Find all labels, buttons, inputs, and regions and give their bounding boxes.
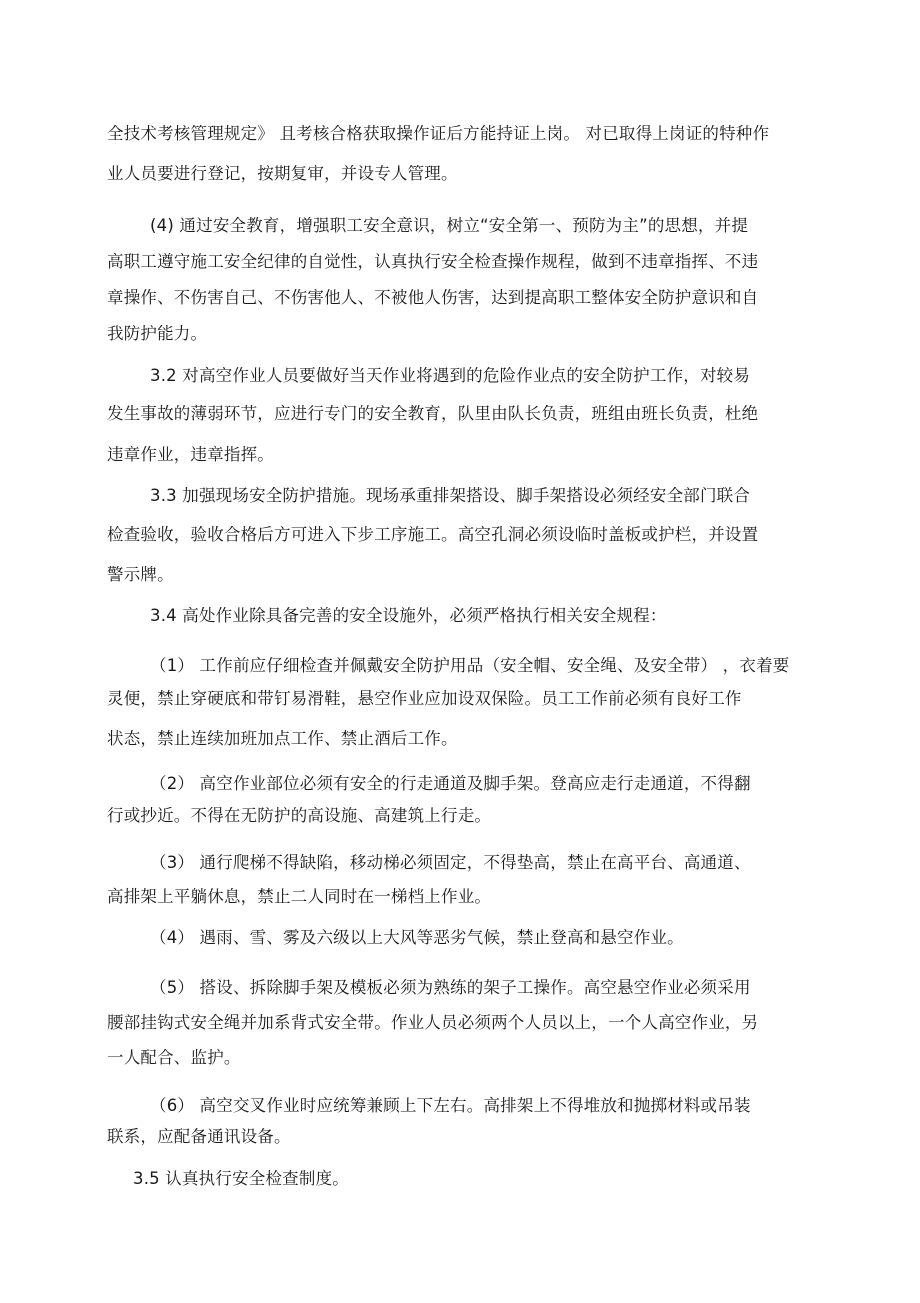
text-line: 检查验收，验收合格后方可进入下步工序施工。高空孔洞必须设临时盖板或护栏，并设置: [107, 525, 759, 544]
text-line: 我防护能力。: [107, 324, 208, 343]
text-line: （4） 遇雨、雪、雾及六级以上大风等恶劣气候，禁止登高和悬空作业。: [150, 928, 684, 947]
text-line: 发生事故的薄弱环节，应进行专门的安全教育，队里由队长负责，班组由班长负责，杜绝: [107, 404, 759, 423]
text-line: 章操作、不伤害自己、不伤害他人、不被他人伤害，达到提高职工整体安全防护意识和自: [107, 288, 759, 307]
text-line: （3） 通行爬梯不得缺陷，移动梯必须固定，不得垫高，禁止在高平台、高通道、: [150, 853, 751, 872]
text-line: 3.4 高处作业除具备完善的安全设施外，必须严格执行相关安全规程：: [150, 606, 667, 625]
text-line: 状态，禁止连续加班加点工作、禁止酒后工作。: [107, 729, 458, 748]
text-line: 灵便，禁止穿硬底和带钉易滑鞋，悬空作业应加设双保险。员工工作前必须有良好工作: [107, 689, 742, 708]
text-line: 行或抄近。不得在无防护的高设施、高建筑上行走。: [107, 806, 492, 825]
text-line: （6） 高空交叉作业时应统筹兼顾上下左右。高排架上不得堆放和抛掷材料或吊装: [150, 1096, 751, 1115]
text-line: 警示牌。: [107, 565, 174, 584]
text-line: 违章作业，违章指挥。: [107, 445, 274, 464]
text-line: 3.3 加强现场安全防护措施。现场承重排架搭设、脚手架搭设必须经安全部门联合: [150, 486, 751, 505]
text-line: 3.2 对高空作业人员要做好当天作业将遇到的危险作业点的安全防护工作，对较易: [150, 366, 751, 385]
text-line: 联系，应配备通讯设备。: [107, 1127, 291, 1146]
text-line: 高职工遵守施工安全纪律的自觉性，认真执行安全检查操作规程，做到不违章指挥、不违: [107, 252, 759, 271]
text-line: 腰部挂钩式安全绳并加系背式安全带。作业人员必须两个人员以上，一个人高空作业，另: [107, 1013, 759, 1032]
text-line: 3.5 认真执行安全检查制度。: [133, 1169, 349, 1188]
text-line: 全技术考核管理规定》 且考核合格获取操作证后方能持证上岗。 对已取得上岗证的特种作: [107, 124, 770, 143]
text-line: (4) 通过安全教育，增强职工安全意识，树立“安全第一、预防为主”的思想，并提: [150, 216, 749, 235]
text-line: （1） 工作前应仔细检查并佩戴安全防护用品（安全帽、安全绳、及安全带） ，衣着要: [150, 656, 790, 675]
text-line: 一人配合、监护。: [107, 1048, 241, 1067]
text-line: （5） 搭设、拆除脚手架及模板必须为熟练的架子工操作。高空悬空作业必须采用: [150, 978, 751, 997]
text-line: 业人员要进行登记，按期复审，并设专人管理。: [107, 164, 458, 183]
text-line: （2） 高空作业部位必须有安全的行走通道及脚手架。登高应走行走通道，不得翻: [150, 774, 751, 793]
text-line: 高排架上平躺休息，禁止二人同时在一梯档上作业。: [107, 887, 492, 906]
